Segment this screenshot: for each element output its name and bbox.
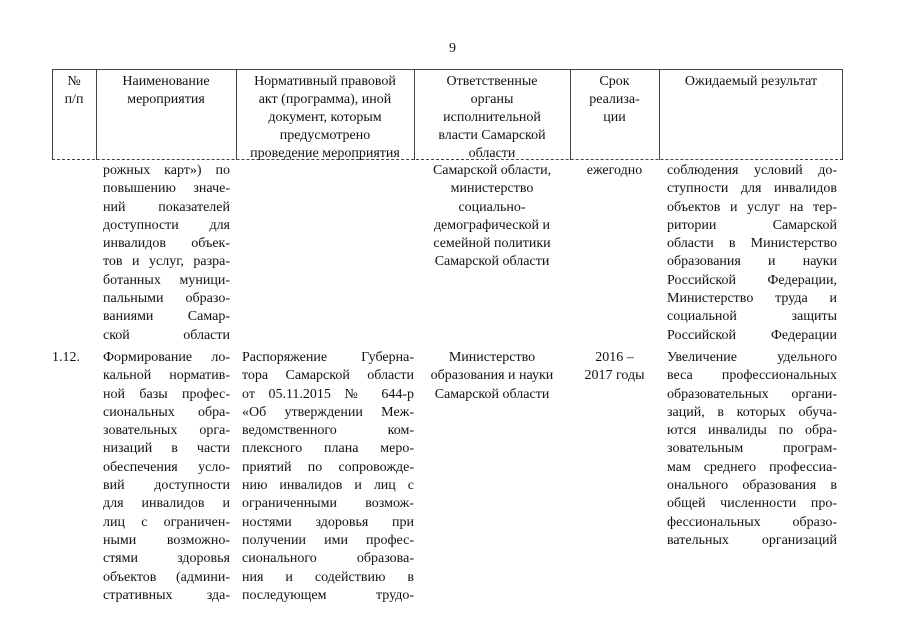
text-line: заций, в которых обучa-	[667, 404, 837, 420]
text-line: пальными образо-	[103, 291, 230, 307]
text-line: соблюдения условий до-	[667, 163, 837, 178]
text-line: вий доступности	[103, 478, 230, 494]
row-112-number: 1.12.	[52, 350, 80, 365]
text-line: предусмотрено	[279, 128, 371, 143]
text-line: Формирование ло-	[103, 350, 230, 365]
text-line: повышению значе-	[103, 181, 230, 197]
row-112-name	[103, 349, 230, 605]
text-line: исполнительной	[443, 110, 541, 125]
text-line: социальной защиты	[667, 309, 837, 325]
text-line: Ответственные	[446, 74, 538, 89]
text-line: зовательным програм-	[667, 441, 837, 457]
text-line: области в Министерство	[667, 236, 837, 252]
text-line: №	[67, 74, 81, 89]
text-line: образовательных органи-	[667, 386, 837, 402]
text-line: для инвалидов и	[103, 496, 230, 512]
text-line: последующем трудо-	[242, 587, 414, 603]
text-line: ний показателей	[103, 199, 230, 215]
text-line: Самарской области	[434, 386, 550, 402]
text-line: стративных зда-	[103, 587, 230, 603]
text-line: ными возможно-	[103, 532, 230, 548]
text-line: веса профессиональных	[667, 368, 837, 384]
text-line: сиональных обра-	[103, 404, 230, 420]
text-line: министерство	[450, 181, 534, 197]
text-line: власти Самарской	[438, 128, 546, 143]
row-112-term	[573, 349, 656, 386]
text-line: плексного плана меро-	[242, 441, 414, 457]
text-line: ются инвалиды по обра-	[667, 423, 837, 439]
text-line: ботанных муници-	[103, 272, 230, 288]
text-line: кальной норматив-	[103, 368, 230, 384]
header-act	[236, 73, 414, 163]
row-continued-result	[667, 162, 837, 345]
text-line: ции	[603, 110, 626, 125]
text-line: доступности для	[103, 217, 230, 233]
text-line: низаций в части	[103, 441, 230, 457]
text-line: ской области	[103, 327, 230, 343]
text-line: проведение мероприятия	[250, 146, 400, 161]
row-continued-responsible	[417, 162, 567, 272]
header-responsible	[414, 73, 570, 163]
text-line: вательных организаций	[667, 532, 837, 548]
text-line: Российской Федерации,	[667, 272, 837, 288]
text-line: образования и науки	[667, 254, 837, 270]
text-line: Самарской области	[434, 254, 550, 270]
text-line: акт (программа), иной	[258, 92, 392, 107]
header-number	[52, 73, 96, 109]
text-line: мам среднего профессиа-	[667, 459, 837, 475]
text-line: зовательных орга-	[103, 423, 230, 439]
text-line: общей численности про-	[667, 496, 837, 512]
header-name	[96, 73, 236, 109]
text-line: семейной политики	[433, 236, 551, 252]
text-line: 2017 годы	[584, 368, 645, 384]
text-line: реализа-	[589, 92, 640, 107]
text-line: сионального образова-	[242, 551, 414, 567]
text-line: Распоряжение Губерна-	[242, 350, 414, 365]
text-line: ступности для инвалидов	[667, 181, 837, 197]
header-term	[570, 73, 659, 127]
text-line: ваниями Самар-	[103, 309, 230, 325]
text-line: п/п	[64, 92, 84, 107]
text-line: ритории Самарской	[667, 217, 837, 233]
text-line: ограниченными возмож-	[242, 496, 414, 512]
text-line: приятий по сопровожде-	[242, 459, 414, 475]
page-number: 9	[449, 41, 456, 56]
text-line: ностями здоровья при	[242, 514, 414, 530]
text-line: Российской Федерации	[667, 327, 837, 343]
text-line: лиц с ограничен-	[103, 514, 230, 530]
text-line: объектов и услуг на тер-	[667, 199, 837, 215]
text-line: области	[468, 146, 516, 161]
text-line: 2016 –	[595, 350, 634, 365]
row-continued-term	[573, 162, 656, 180]
text-line: ной базы профес-	[103, 386, 230, 402]
header-result	[659, 73, 843, 91]
text-line: демографической и	[433, 217, 551, 233]
text-line: инвалидов объек-	[103, 236, 230, 252]
row-112-responsible	[417, 349, 567, 404]
text-line: тора Самарской области	[242, 368, 414, 384]
text-line: Самарской области,	[432, 163, 552, 178]
text-line: онального образования в	[667, 478, 837, 494]
text-line: Нормативный правовой	[254, 74, 396, 89]
text-line: Министерство труда и	[667, 291, 837, 307]
text-line: образования и науки	[430, 368, 554, 384]
row-112-result	[667, 349, 837, 550]
text-line: от 05.11.2015 № 644-р	[242, 386, 414, 402]
text-line: ежегодно	[586, 163, 643, 178]
text-line: рожных карт») по	[103, 163, 230, 178]
text-line: Министерство	[448, 350, 536, 365]
text-line: ведомственного ком-	[242, 423, 414, 439]
text-line: получении ими профес-	[242, 532, 414, 548]
text-line: стями здоровья	[103, 551, 230, 567]
text-line: Срок	[599, 74, 630, 89]
text-line: ния и содействию в	[242, 569, 414, 585]
text-line: документ, которым	[268, 110, 382, 125]
text-line: социально-	[458, 199, 526, 215]
row-continued-name	[103, 162, 230, 345]
text-line: тов и услуг, разра-	[103, 254, 230, 270]
text-line: нию инвалидов и лиц с	[242, 478, 414, 494]
text-line: органы	[470, 92, 514, 107]
text-line: объектов (админи-	[103, 569, 230, 585]
text-line: фессиональных образо-	[667, 514, 837, 530]
text-line: Ожидаемый результат	[684, 74, 818, 89]
text-line: обеспечения усло-	[103, 459, 230, 475]
text-line: Увеличение удельного	[667, 350, 837, 365]
row-112-act	[242, 349, 414, 605]
text-line: мероприятия	[127, 92, 205, 107]
text-line: Наименование	[122, 74, 210, 89]
text-line: «Об утверждении Меж-	[242, 404, 414, 420]
